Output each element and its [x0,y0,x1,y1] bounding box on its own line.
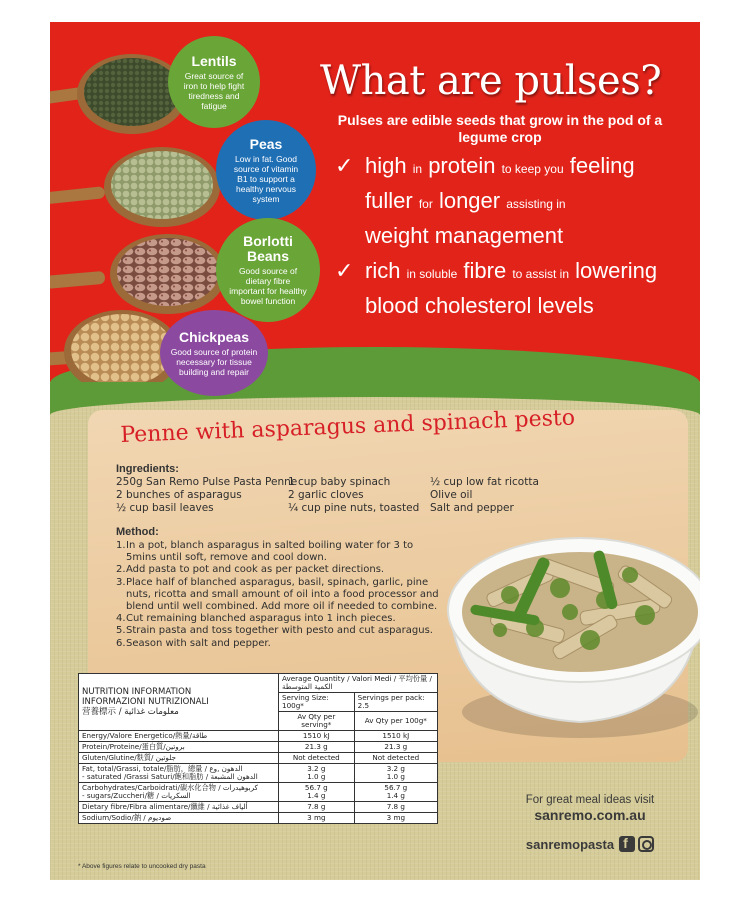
ingredient: 2 garlic cloves [288,489,364,501]
lentils-bubble [168,36,260,128]
nutrient-serving: 1.4 g [307,791,326,800]
benefit-word: in soluble [406,267,458,281]
nutrient-sublabel: - sugars/Zuccheri/糖 / السكريات [82,791,191,800]
nutrient-serving: 1510 kJ [279,731,355,742]
promo-block [500,794,680,823]
table-row [79,813,438,824]
method-step [116,540,446,564]
instagram-icon[interactable] [638,836,654,852]
ingredients-label: Ingredients: [116,463,179,475]
nutrient-per100-pair [354,764,437,783]
step-number: 2. [116,564,126,576]
step-number: 4. [116,613,126,625]
nutrient-label: Protein/Proteine/蛋白質/بروتين [79,742,279,753]
nutrient-serving-pair [279,764,355,783]
table-row [79,764,438,783]
nutrient-serving-pair [279,783,355,802]
avg-qty-header: Average Quantity / Valori Medi / 平均份量 / الكمية المتوسطة [279,674,438,693]
nutrient-sublabel: - saturated /Grassi Saturi/飽和脂肪 / الدهون المشبعة [82,772,258,781]
ingredient: ½ cup basil leaves [116,502,214,514]
servings-per-pack: Servings per pack: 2.5 [354,693,437,712]
social-links [490,836,690,852]
promo-text: For great meal ideas visit [525,794,655,806]
method-label: Method: [116,526,159,538]
ingredients-column-1 [116,476,297,515]
benefit-word: blood cholesterol levels [365,293,594,318]
ingredients-column-2 [288,476,419,515]
peas-bubble [216,120,316,220]
method-step [116,564,446,576]
step-text: Place half of blanched asparagus, basil, spinach, garlic, pine nuts, ricotta and small amount of oil into a food processor and blend until well combined. Add more oil if needed to combine. [126,576,439,613]
nutrient-per100: 21.3 g [354,742,437,753]
benefit-word: to keep you [501,162,564,176]
per-100g-header: Av Qty per 100g* [354,712,437,731]
benefit-word: fuller [365,188,413,213]
table-row [79,742,438,753]
nutrient-label: Gluten/Glutine/麩質/ جلوتين [79,753,279,764]
nutrient-label: Sodium/Sodio/鈉 / صوديوم [79,813,279,824]
benefit-word: longer [438,188,501,213]
nutrient-label: Dietary fibre/Fibra alimentare/纖維 / ألياف غذائية [79,802,279,813]
benefit-protein [335,150,685,250]
step-text: Add pasta to pot and cook as per packet directions. [126,564,385,576]
nutrition-title-cn-ar: 营養標示 / معلومات غذائية [82,707,179,717]
ingredient: 2 bunches of asparagus [116,489,242,501]
step-text: Cut remaining blanched asparagus into 1 inch pieces. [126,613,396,625]
lentils-title: Lentils [191,52,237,69]
serving-size: Serving Size: 100g* [279,693,355,712]
peas-title: Peas [249,135,283,152]
nutrient-serving: 3 mg [279,813,355,824]
nutrient-label: Fat, total/Grassi, totale/脂肪，總量 / الدهون ,وع [82,764,243,773]
table-row [79,731,438,742]
nutrition-table [78,673,438,824]
nutrient-serving: Not detected [279,753,355,764]
nutrient-serving: 1.0 g [307,772,326,781]
step-number: 6. [116,637,126,649]
step-text: Strain pasta and toss together with pesto and cut asparagus. [126,625,433,637]
nutrient-serving: 21.3 g [279,742,355,753]
step-text: Season with salt and pepper. [126,637,271,649]
method-list [116,540,446,650]
borlotti-bubble [216,218,320,322]
nutrient-label-pair [79,783,279,802]
check-icon: ✓ [335,258,354,283]
benefit-word: fibre [463,258,507,283]
ingredient: Olive oil [430,489,473,501]
nutrition-title: NUTRITION INFORMATION [82,687,192,697]
lentils-desc: Great source of iron to help fight tiredness and fatigue [183,70,245,111]
step-number: 3. [116,576,126,588]
nutrient-per100: 3.2 g [386,764,405,773]
pack-panel [50,22,700,880]
method-step [116,638,446,650]
nutrient-per100: 1510 kJ [354,731,437,742]
step-number: 5. [116,625,126,637]
table-row [79,802,438,813]
benefit-word: in [412,162,423,176]
social-handle: sanremopasta [525,836,615,852]
benefit-word: for [418,197,433,211]
benefit-word: assisting in [506,197,566,211]
borlotti-desc: Good source of dietary fibre important for healthy bowel function [229,266,307,306]
ingredient: Salt and pepper [430,502,514,514]
headline: What are pulses? [320,58,662,104]
nutrient-serving: 3.2 g [307,764,326,773]
facebook-icon[interactable] [619,836,635,852]
nutrient-per100: 7.8 g [354,802,437,813]
nutrition-footnote: * Above figures relate to uncooked dry pasta [78,863,206,870]
benefit-word: high [365,153,407,178]
nutrient-label-pair [79,764,279,783]
benefit-word: protein [428,153,496,178]
recipe-title: Penne with asparagus and spinach pesto [120,405,576,448]
table-row [79,783,438,802]
ingredient: ¼ cup pine nuts, toasted [288,502,420,514]
chickpeas-title: Chickpeas [178,328,250,345]
check-icon: ✓ [335,153,354,178]
nutrition-title-cell [79,674,279,731]
ingredient: ½ cup low fat ricotta [430,476,539,488]
nutrient-per100: Not detected [354,753,437,764]
borlotti-title: Borlotti Beans [243,233,293,264]
nutrient-label: Energy/Valore Energetico/熱量/طاقة [79,731,279,742]
peas-desc: Low in fat. Good source of vitamin B1 to support a healthy nervous system [233,153,299,204]
nutrient-serving: 56.7 g [304,783,328,792]
nutrient-per100: 3 mg [354,813,437,824]
website-link[interactable]: sanremo.com.au [534,807,646,823]
ingredient: 1 cup baby spinach [288,476,391,488]
benefit-word: to assist in [512,267,570,281]
intro-text: Pulses are edible seeds that grow in the pod of a legume crop [337,112,663,145]
benefit-word: weight management [365,223,564,248]
benefit-fibre [335,255,685,325]
nutrient-per100-pair [354,783,437,802]
nutrient-per100: 1.4 g [386,791,405,800]
per-serving-header: Av Qty per serving* [279,712,355,731]
benefit-word: feeling [569,153,635,178]
nutrient-per100: 1.0 g [386,772,405,781]
nutrient-label: Carbohydrates/Carboidrati/碳水化合物 / كربوهيدرات [82,783,258,792]
step-text: In a pot, blanch asparagus in salted boiling water for 3 to 5mins until soft, remove and cool down. [126,540,414,564]
chickpeas-bubble [160,310,268,396]
table-row [79,753,438,764]
step-number: 1. [116,540,126,551]
method-step [116,613,446,625]
ingredient: 250g San Remo Pulse Pasta Penne [116,476,298,488]
nutrition-title-it: INFORMAZIONI NUTRIZIONALI [82,697,209,707]
pasta-bowl-image [430,500,700,750]
chickpeas-desc: Good source of protein necessary for tissue building and repair [170,346,258,377]
nutrient-serving: 7.8 g [279,802,355,813]
benefit-word: lowering [575,258,658,283]
method-step [116,625,446,637]
benefit-word: rich [365,258,401,283]
nutrient-per100: 56.7 g [384,783,408,792]
method-step [116,577,446,614]
